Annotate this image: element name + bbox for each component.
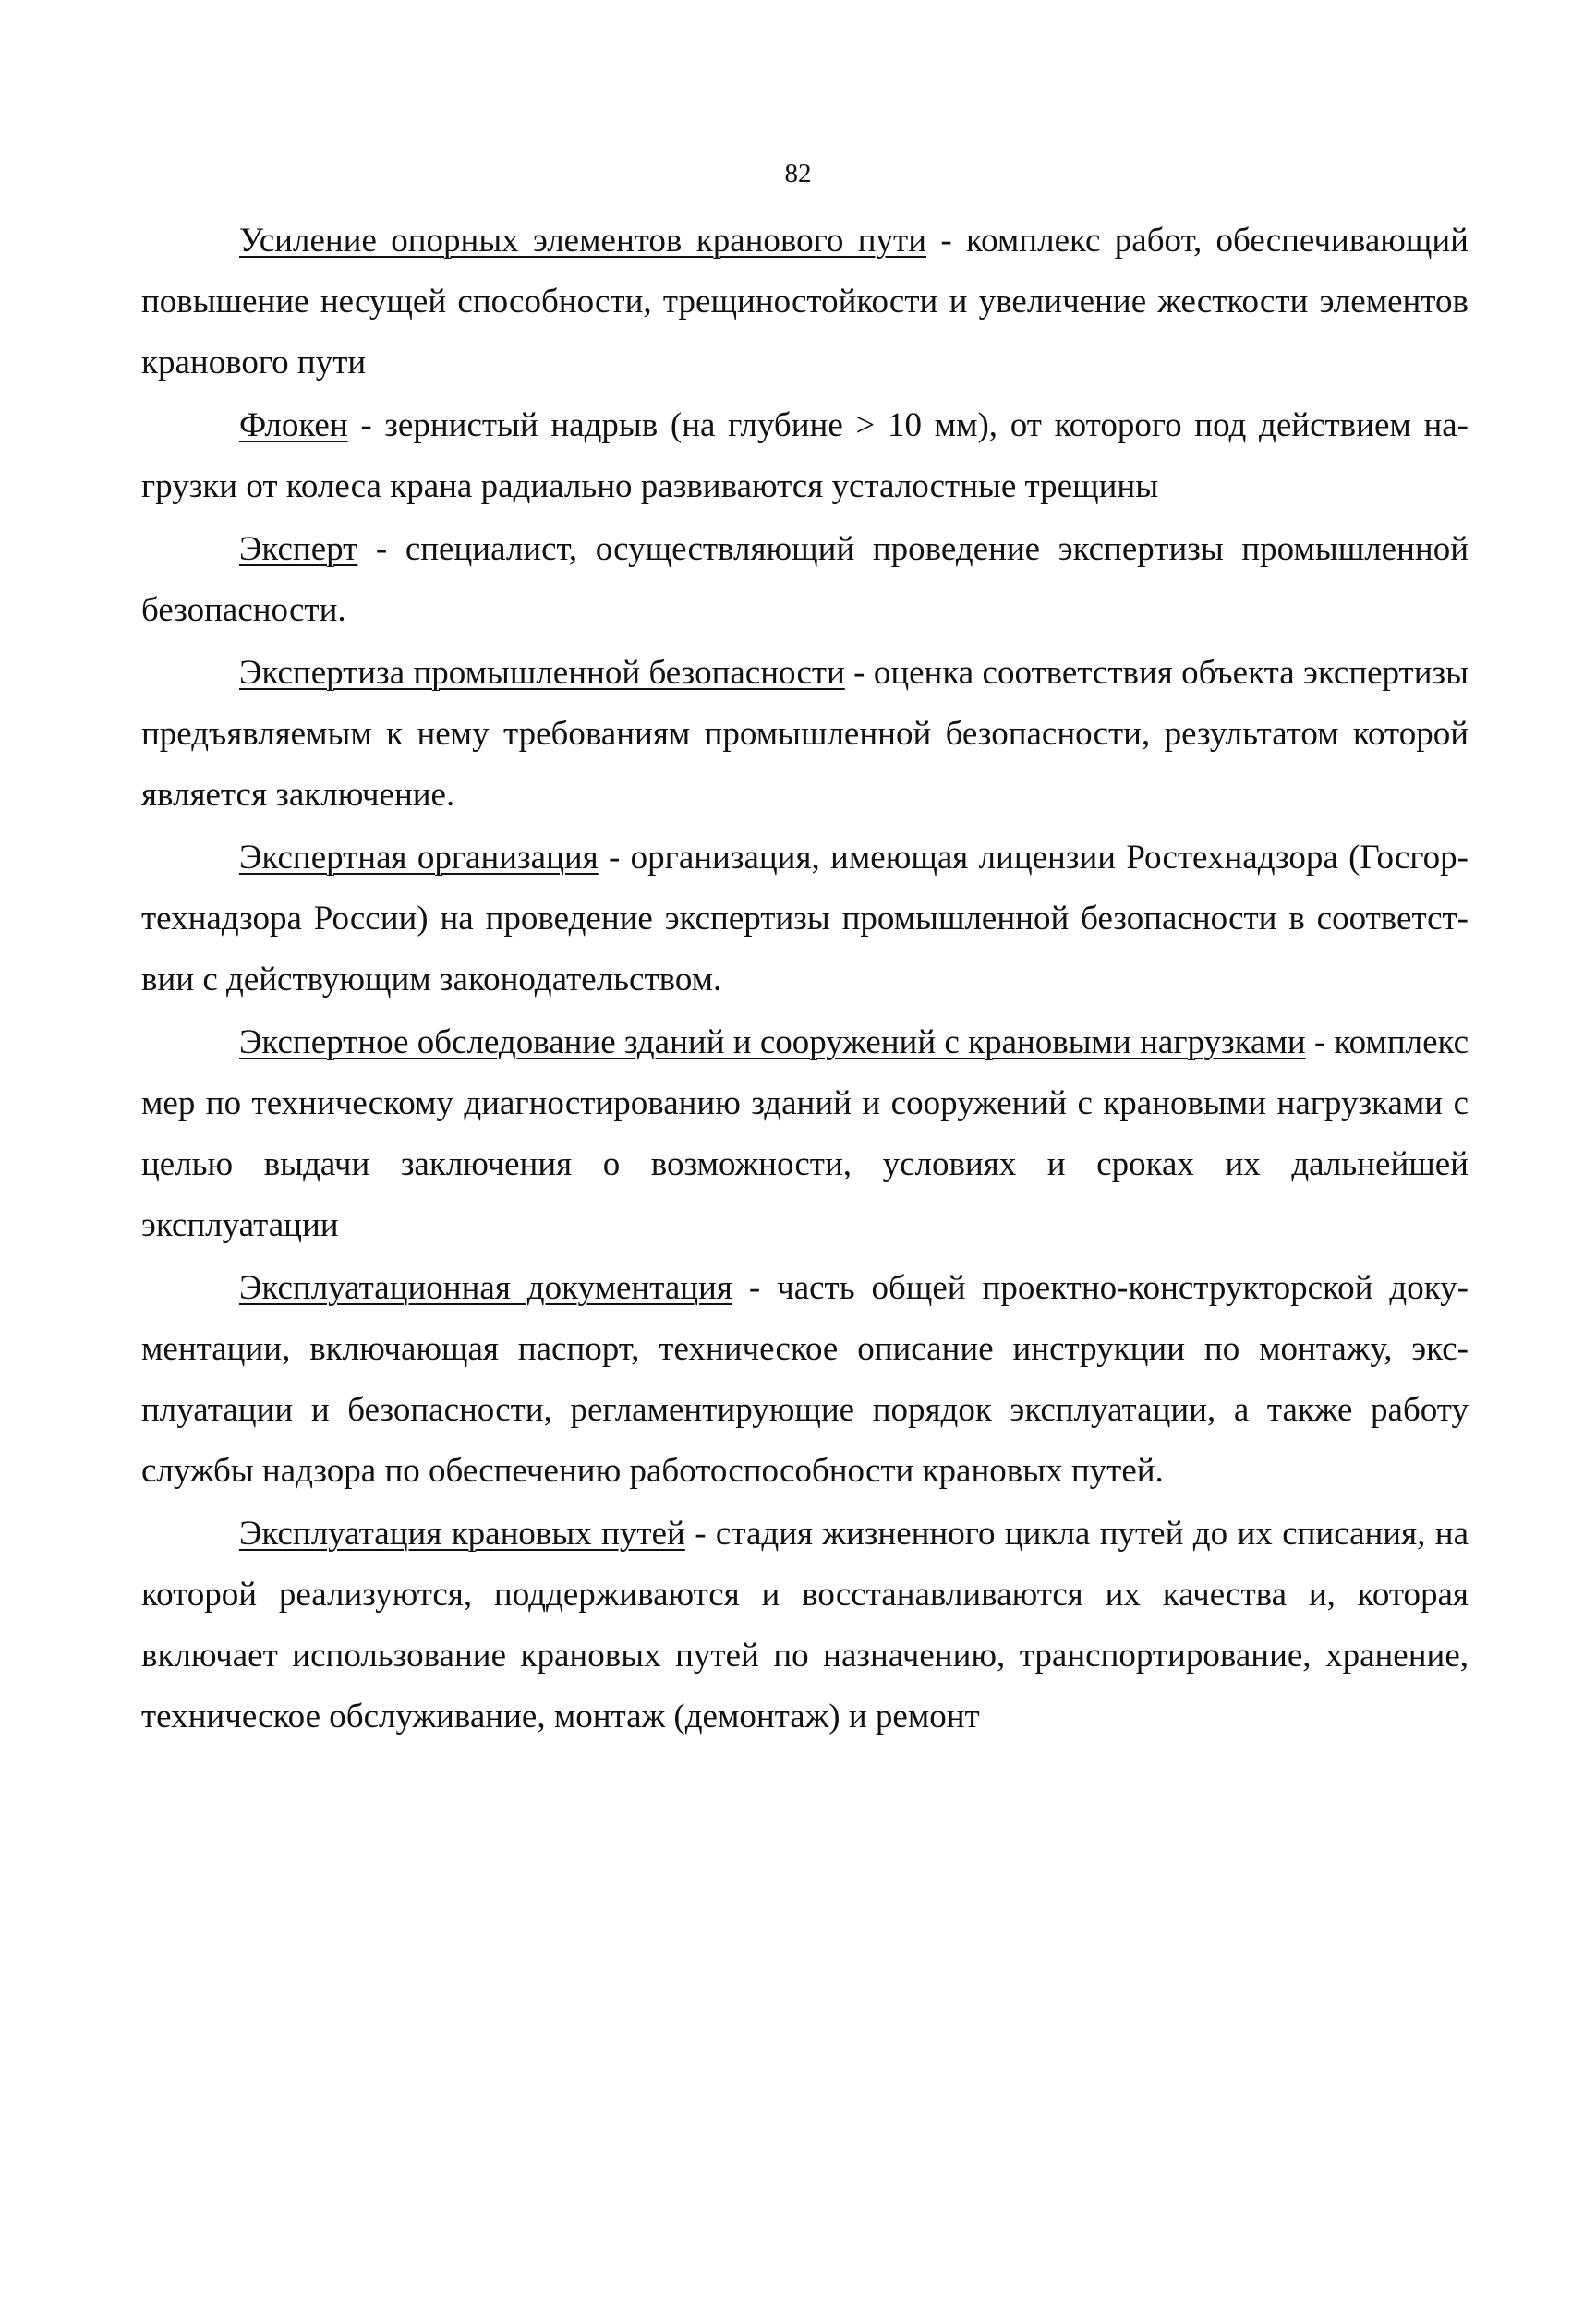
glossary-term: Усиление опорных элементов кранового пути [239, 222, 927, 260]
glossary-term: Эксперт [239, 530, 358, 568]
glossary-definition: - организация, имеющая лицензии Ростехнадзора (Госгортехнадзора России) на проведение экспертизы промышленной безопасности в соответствии с действующим законодательством. [141, 839, 1469, 998]
glossary-term: Эксплуатация крановых путей [239, 1515, 685, 1553]
glossary-term: Экспертная организация [239, 839, 598, 877]
glossary-term: Экспертное обследование зданий и сооружений с крановыми нагрузками [239, 1023, 1306, 1061]
glossary-definition: - часть общей проектно-конструкторской документации, включающая паспорт, техническое описание инструкции по монтажу, эксплуатации и безопасности, регламентирующие порядок эксплуатации, а также работу службы надзора по обеспечению работоспособности крановых путей. [141, 1269, 1469, 1490]
glossary-entry [141, 395, 1469, 517]
glossary-definition: - комплекс работ, обеспечивающий повышение несущей способности, трещиностойкости и увеличение жесткости элементов кранового пути [141, 222, 1469, 381]
glossary-definition: - оценка соответствия объекта экспертизы предъявляемым к нему требованиям промышленной безопасности, результатом которой является заключение. [141, 654, 1469, 814]
glossary-entry [141, 1012, 1469, 1256]
glossary-entry [141, 828, 1469, 1010]
glossary-entry [141, 1504, 1469, 1748]
glossary-term: Эксплуатационная документация [239, 1269, 732, 1307]
glossary [141, 211, 1469, 1749]
glossary-definition: - комплекс мер по техническому диагностированию зданий и сооружений с крановыми нагрузками с целью выдачи заключения о возможности, условиях и сроках их дальнейшей эксплуатации [141, 1023, 1469, 1244]
glossary-definition: - стадия жизненного цикла путей до их списания, на которой реализуются, поддерживаются и восстанавливаются их качества и, которая включает использование крановых путей по назначению, транспортирование, хранение, техническое обслуживание, монтаж (демонтаж) и ремонт [141, 1515, 1469, 1735]
glossary-entry [141, 1258, 1469, 1502]
glossary-definition: - специалист, осуществляющий проведение экспертизы промышленной безопасности. [141, 530, 1469, 629]
page-number: 82 [784, 159, 812, 188]
glossary-definition: - зернистый надрыв (на глубине > 10 мм), от которого под действием нагрузки от колеса крана радиально развиваются усталостные трещины [141, 406, 1469, 505]
glossary-term: Флокен [239, 406, 348, 444]
glossary-entry [141, 519, 1469, 641]
glossary-entry [141, 643, 1469, 826]
glossary-entry [141, 211, 1469, 393]
glossary-term: Экспертиза промышленной безопасности [239, 654, 845, 692]
